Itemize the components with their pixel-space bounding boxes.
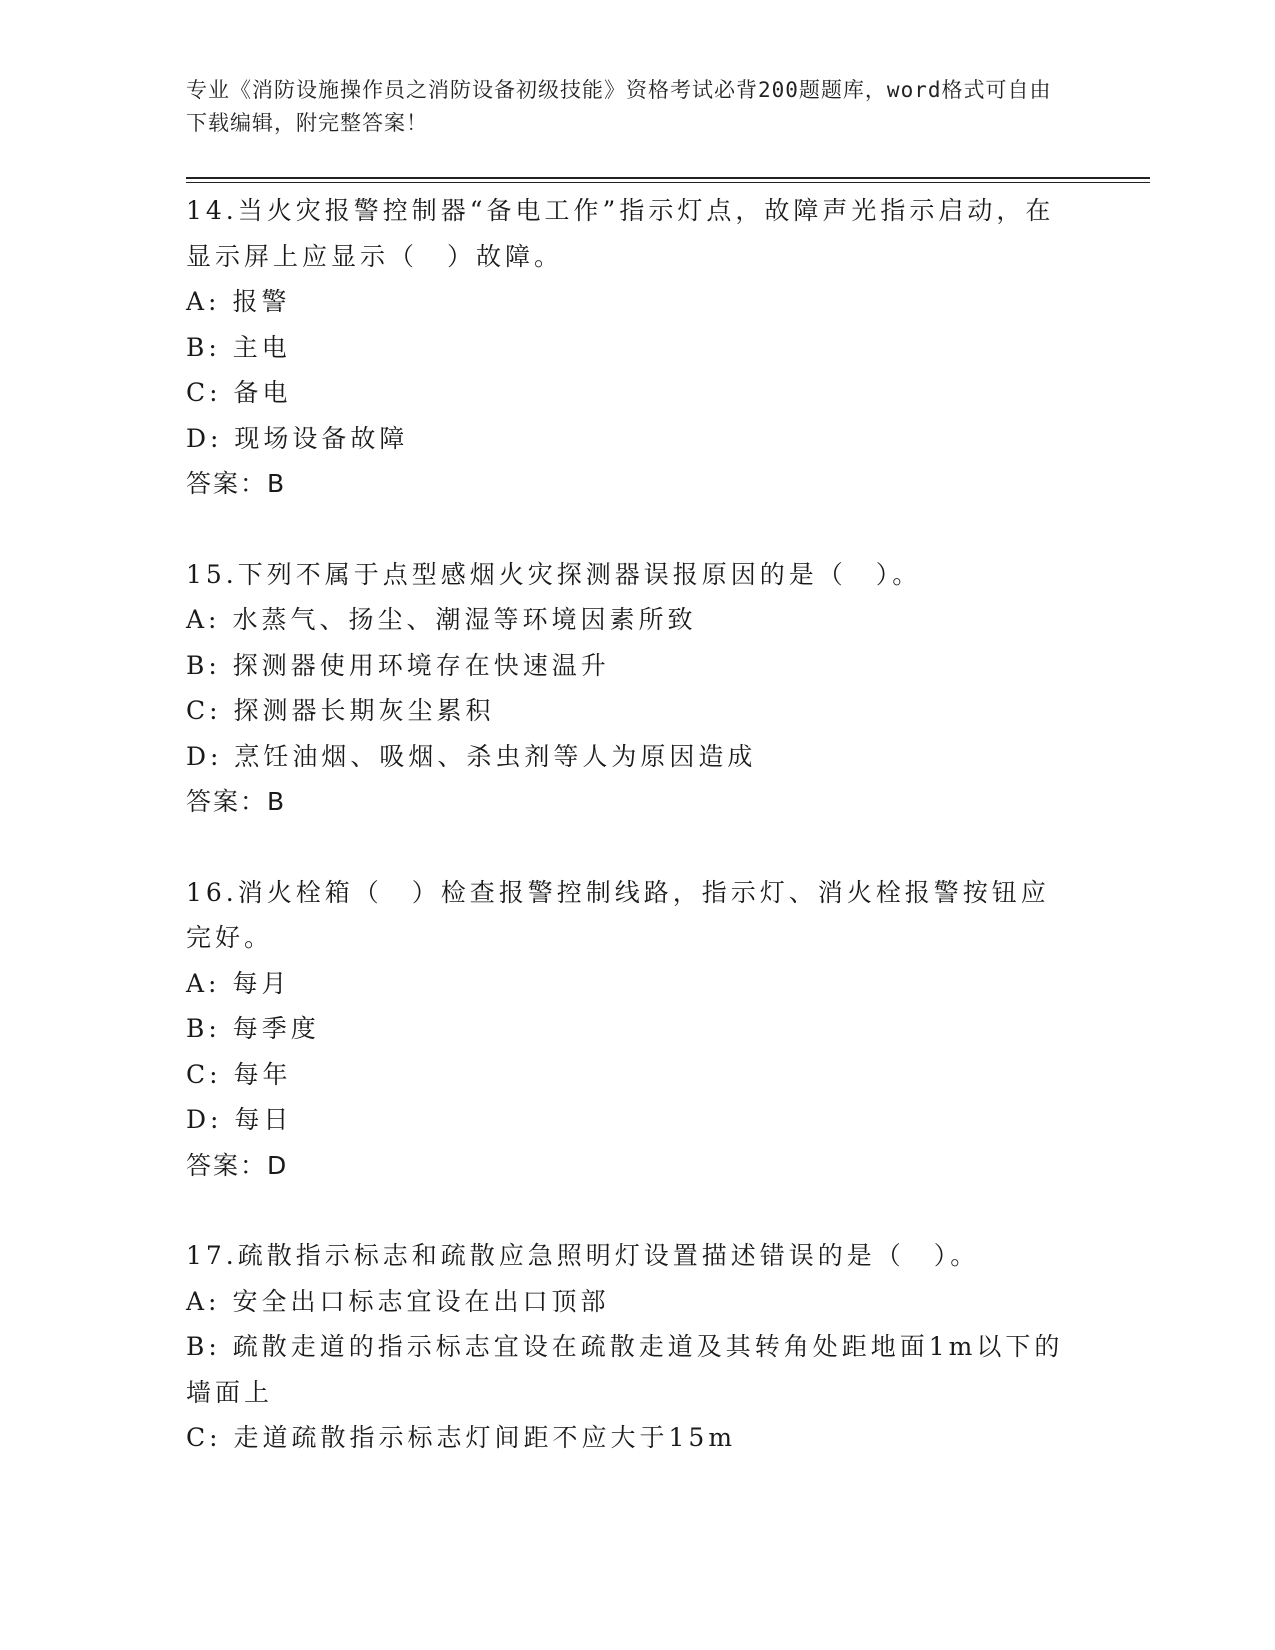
option-label: C: (186, 378, 222, 407)
option-a (186, 1279, 1066, 1325)
option-label: C: (186, 696, 222, 725)
option-c (186, 370, 1066, 416)
option-label: D: (186, 741, 223, 771)
question-stem: 14.当火灾报警控制器“备电工作”指示灯点，故障声光指示启动，在显示屏上应显示（ ）故障。 (186, 196, 1055, 271)
option-text: 报警 (232, 287, 291, 316)
option-text: 探测器长期灰尘累积 (233, 696, 495, 725)
option-label: A: (186, 1286, 221, 1316)
document-header: 专业《消防设施操作员之消防设备初级技能》资格考试必背200题题库，word格式可自由下载编辑，附完整答案！ (186, 78, 1052, 135)
option-text: 疏散走道的指示标志宜设在疏散走道及其转角处距地面1m以下的墙面上 (186, 1332, 1064, 1407)
option-label: A: (186, 287, 221, 316)
option-d (186, 734, 1066, 780)
header-rule-thick (186, 177, 1150, 179)
option-c (186, 1052, 1066, 1098)
answer-line: 答案：B (186, 787, 287, 816)
option-b (186, 325, 1066, 371)
question-14 (186, 188, 1066, 507)
option-text: 备电 (233, 378, 292, 407)
question-stem: 15.下列不属于点型感烟火灾探测器误报原因的是（ ）。 (186, 559, 922, 589)
option-text: 每年 (233, 1059, 292, 1089)
option-label: B: (186, 650, 221, 680)
option-b (186, 1006, 1066, 1052)
question-17 (186, 1233, 1066, 1461)
option-a (186, 961, 1066, 1007)
option-text: 探测器使用环境存在快速温升 (232, 650, 610, 680)
answer-line: 答案：B (186, 469, 287, 498)
answer-line: 答案：D (186, 1150, 289, 1180)
option-text: 走道疏散指示标志灯间距不应大于15m (233, 1423, 737, 1452)
option-d (186, 416, 1066, 462)
option-a (186, 279, 1066, 325)
option-label: A: (186, 968, 221, 998)
option-text: 现场设备故障 (234, 423, 409, 453)
option-label: B: (186, 332, 221, 362)
option-a (186, 597, 1066, 643)
question-stem: 17.疏散指示标志和疏散应急照明灯设置描述错误的是（ ）。 (186, 1241, 980, 1270)
option-text: 水蒸气、扬尘、潮湿等环境因素所致 (232, 605, 697, 634)
option-text: 安全出口标志宜设在出口顶部 (232, 1286, 610, 1316)
question-stem: 16.消火栓箱（ ）检查报警控制线路，指示灯、消火栓报警按钮应完好。 (186, 877, 1050, 952)
option-text: 主电 (232, 332, 291, 362)
question-list (186, 188, 1066, 1506)
option-c (186, 688, 1066, 734)
option-b (186, 643, 1066, 689)
option-label: A: (186, 605, 221, 634)
option-label: C: (186, 1059, 222, 1089)
question-15 (186, 552, 1066, 825)
option-d (186, 1097, 1066, 1143)
option-b (186, 1324, 1066, 1415)
option-text: 烹饪油烟、吸烟、杀虫剂等人为原因造成 (234, 741, 757, 771)
header-rule-thin (186, 182, 1150, 183)
option-label: D: (186, 423, 223, 453)
option-label: B: (186, 1014, 221, 1043)
option-text: 每日 (234, 1105, 293, 1134)
option-c (186, 1415, 1066, 1461)
option-text: 每季度 (232, 1014, 320, 1043)
question-16 (186, 870, 1066, 1189)
option-label: C: (186, 1423, 222, 1452)
option-label: D: (186, 1105, 223, 1134)
option-label: B: (186, 1332, 221, 1361)
option-text: 每月 (232, 968, 291, 998)
